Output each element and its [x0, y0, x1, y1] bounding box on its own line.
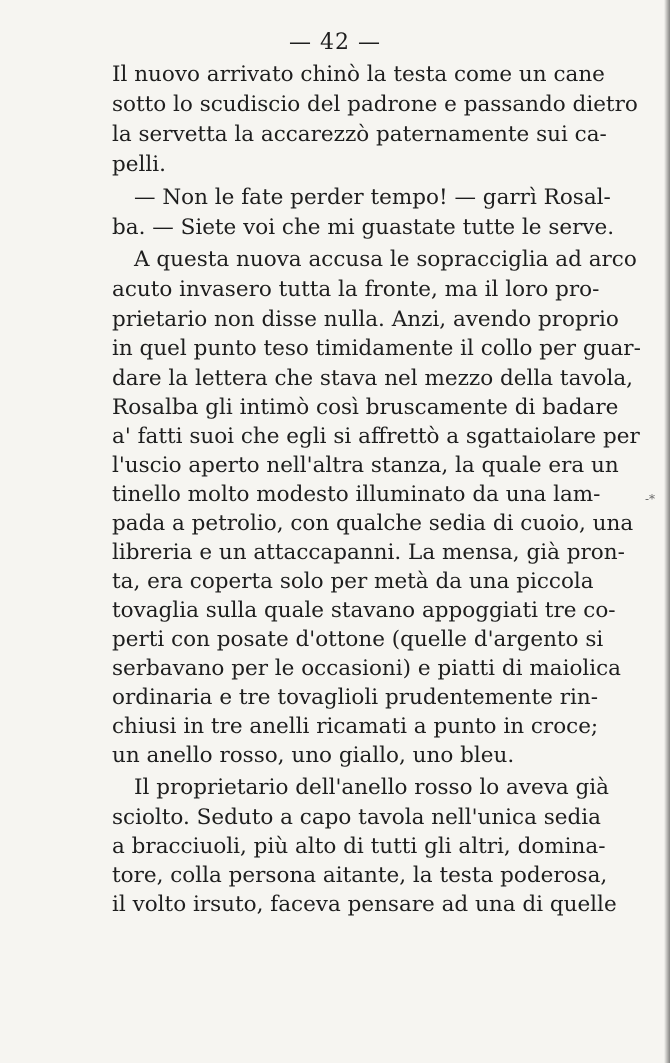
text-line: Il proprietario dell'anello rosso lo aveva già	[134, 775, 609, 800]
text-line: pada a petrolio, con qualche sedia di cuoio, una	[112, 511, 634, 536]
text-line: A questa nuova accusa le sopracciglia ad arco	[134, 247, 637, 272]
text-line: sciolto. Seduto a capo tavola nell'unica sedia	[112, 805, 601, 830]
text-line: in quel punto teso timidamente il collo per guar-	[112, 336, 641, 361]
text-line: ba. — Siete voi che mi guastate tutte le serve.	[112, 215, 615, 240]
text-line: a bracciuoli, più alto di tutti gli altri, domina-	[112, 834, 606, 859]
text-line: tinello molto modesto illuminato da una lam-	[112, 482, 601, 507]
text-line: prietario non disse nulla. Anzi, avendo proprio	[112, 307, 619, 332]
text-line: l'uscio aperto nell'altra stanza, la quale era un	[112, 453, 619, 478]
text-line: pelli.	[112, 152, 166, 177]
text-line: serbavano per le occasioni) e piatti di maiolica	[112, 656, 621, 681]
text-line: il volto irsuto, faceva pensare ad una di quelle	[112, 892, 617, 917]
text-line: ta, era coperta solo per metà da una piccola	[112, 569, 594, 594]
text-line: acuto invasero tutta la fronte, ma il loro pro-	[112, 277, 600, 302]
text-line: Il nuovo arrivato chinò la testa come un cane	[112, 62, 605, 87]
text-line: perti con posate d'ottone (quelle d'argento si	[112, 627, 604, 652]
text-line: tore, colla persona aitante, la testa poderosa,	[112, 863, 608, 888]
margin-mark: -*	[645, 492, 656, 506]
text-line: dare la lettera che stava nel mezzo della tavola,	[112, 366, 634, 391]
text-line: chiusi in tre anelli ricamati a punto in croce;	[112, 714, 599, 739]
text-line: tovaglia sulla quale stavano appoggiati tre co-	[112, 598, 616, 623]
text-line: la servetta la accarezzò paternamente sui ca-	[112, 122, 607, 147]
page-edge-shadow	[664, 0, 670, 1063]
text-line: ordinaria e tre tovaglioli prudentemente rin-	[112, 685, 598, 710]
text-line: sotto lo scudiscio del padrone e passando dietro	[112, 92, 638, 117]
text-line: libreria e un attaccapanni. La mensa, già pron-	[112, 540, 625, 565]
page-number: — 42 —	[289, 30, 381, 55]
text-line: Rosalba gli intimò così bruscamente di badare	[112, 395, 619, 420]
text-line: — Non le fate perder tempo! — garrì Rosal-	[134, 185, 611, 210]
text-line: a' fatti suoi che egli si affrettò a sgattaiolare per	[112, 424, 640, 449]
text-line: un anello rosso, uno giallo, uno bleu.	[112, 743, 515, 768]
